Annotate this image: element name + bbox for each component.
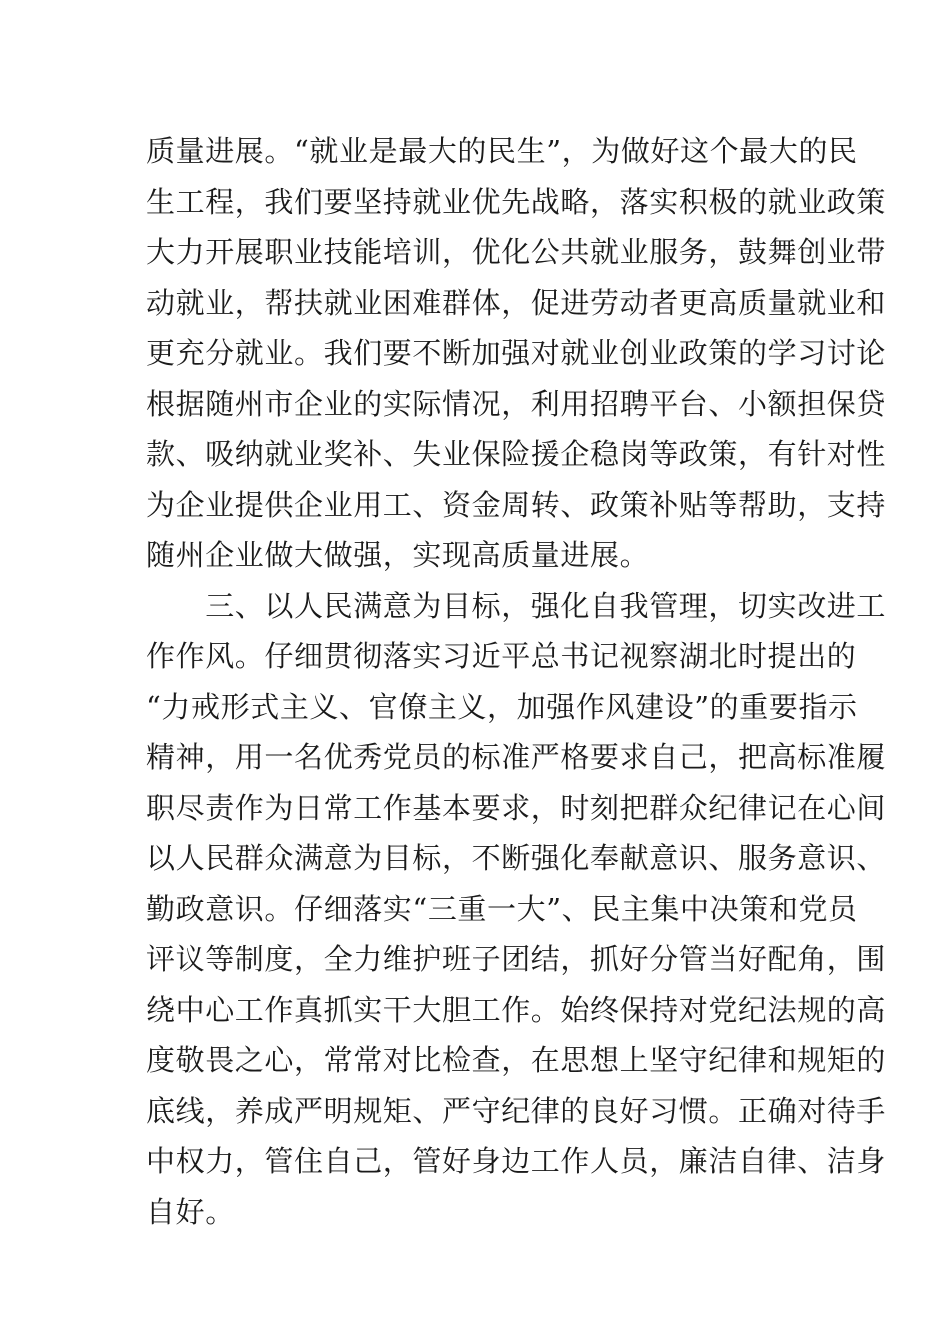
text-line: 动就业，帮扶就业困难群体，促进劳动者更高质量就业和 — [146, 285, 887, 320]
text-line: 随州企业做大做强，实现高质量进展。 — [146, 538, 650, 572]
text-line: “力戒形式主义、官僚主义，加强作风建设”的重要指示 — [146, 689, 858, 724]
text-line: 度敬畏之心，常常对比检查，在思想上坚守纪律和规矩的 — [146, 1043, 887, 1077]
text-line: 绕中心工作真抓实干大胆工作。始终保持对党纪法规的高 — [146, 992, 887, 1027]
text-line: 为企业提供企业用工、资金周转、政策补贴等帮助，支持 — [146, 487, 887, 522]
text-line: 职尽责作为日常工作基本要求，时刻把群众纪律记在心间 — [146, 790, 887, 825]
text-line: 根据随州市企业的实际情况，利用招聘平台、小额担保贷 — [146, 386, 887, 421]
text-line: 作作风。仔细贯彻落实习近平总书记视察湖北时提出的 — [146, 639, 857, 673]
section-heading-line: 三、以人民满意为目标，强化自我管理，切实改进工 — [146, 588, 887, 623]
text-line: 生工程，我们要坚持就业优先战略，落实积极的就业政策 — [146, 184, 887, 219]
text-line: 底线，养成严明规矩、严守纪律的良好习惯。正确对待手 — [146, 1093, 887, 1128]
text-line: 勤政意识。仔细落实“三重一大”、民主集中决策和党员 — [146, 891, 858, 926]
text-line: 款、吸纳就业奖补、失业保险援企稳岗等政策，有针对性 — [146, 437, 887, 471]
body-text — [146, 126, 887, 1237]
text-line: 中权力，管住自己，管好身边工作人员，廉洁自律、洁身 — [146, 1144, 887, 1178]
text-line: 以人民群众满意为目标，不断强化奉献意识、服务意识、 — [146, 841, 887, 875]
text-line: 精神，用一名优秀党员的标准严格要求自己，把高标准履 — [146, 740, 887, 774]
text-line: 评议等制度，全力维护班子团结，抓好分管当好配角，围 — [146, 942, 887, 976]
text-line: 质量进展。“就业是最大的民生”，为做好这个最大的民 — [146, 134, 858, 168]
text-line: 大力开展职业技能培训，优化公共就业服务，鼓舞创业带 — [146, 235, 887, 269]
text-line: 自好。 — [146, 1194, 235, 1229]
text-line: 更充分就业。我们要不断加强对就业创业政策的学习讨论 — [146, 336, 887, 370]
